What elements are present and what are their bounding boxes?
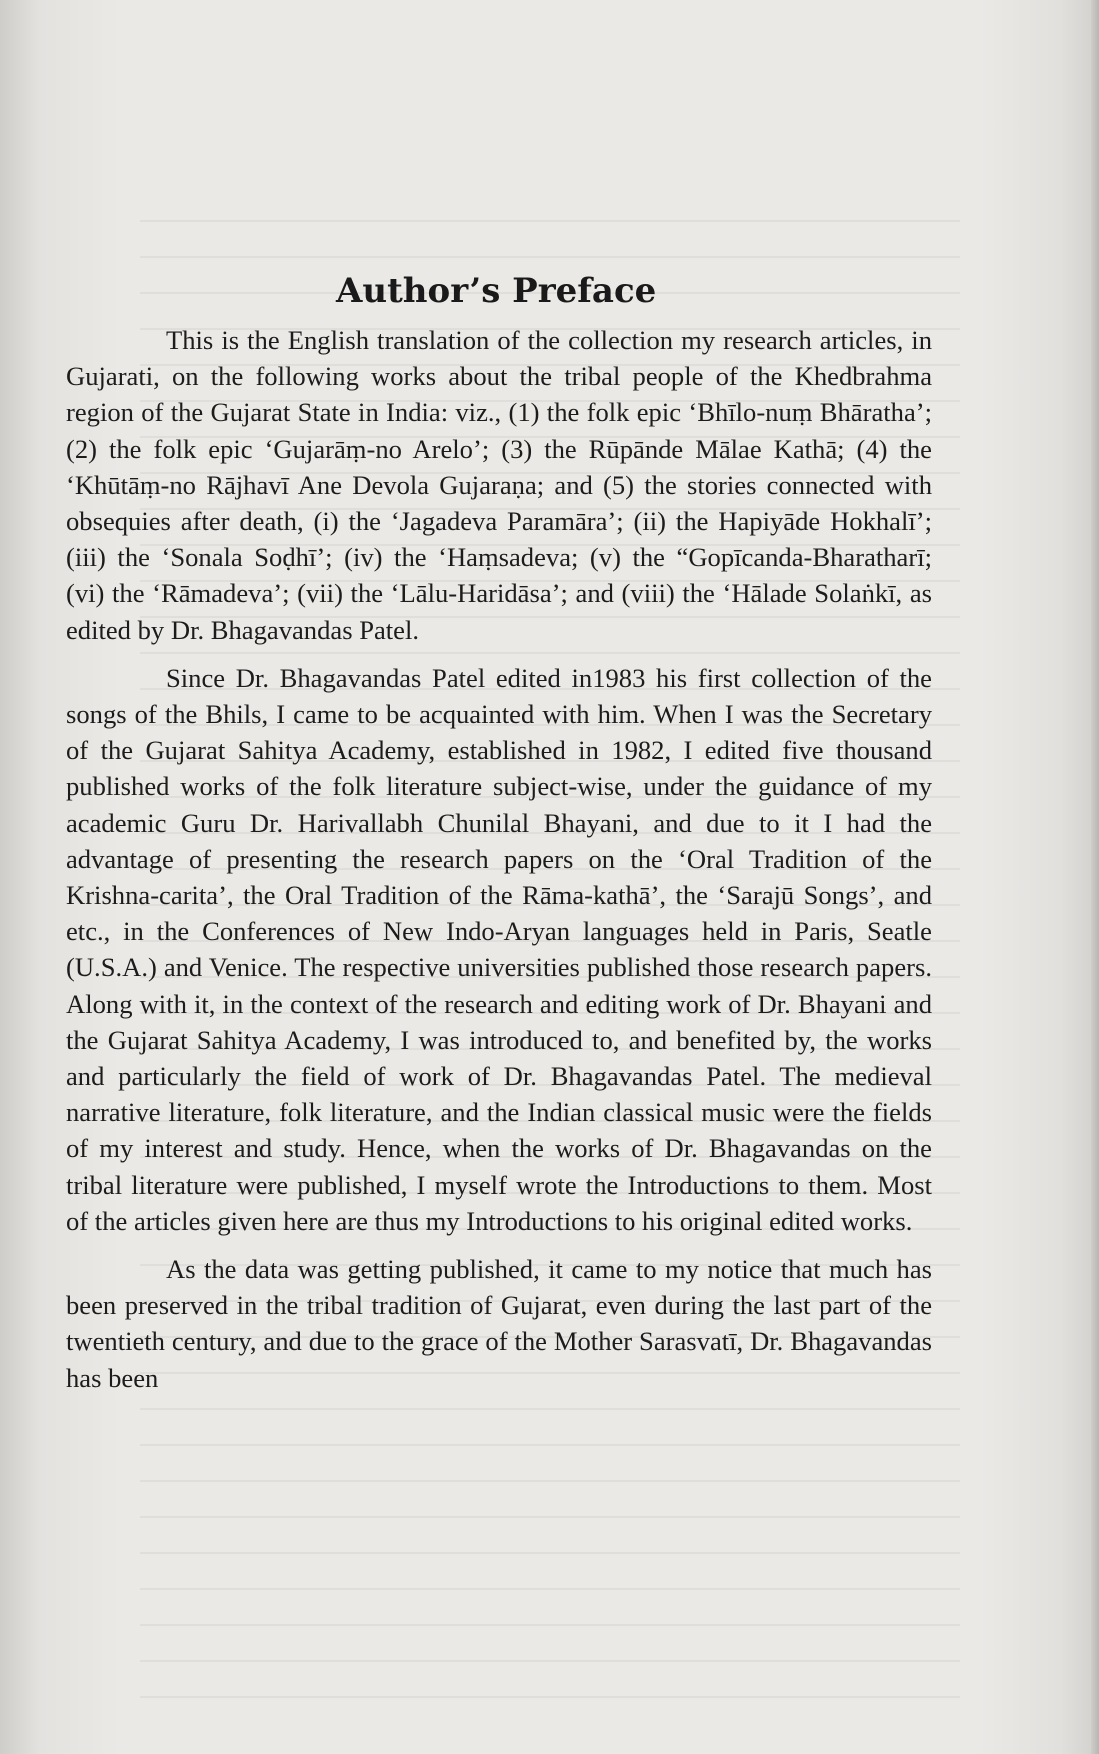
page-title: Author’s Preface <box>336 270 657 311</box>
paragraph-3: As the data was getting published, it came to my notice that much has been preserved in the tribal tradition of Gujarat, even during the last part of the twentieth century, and due to the grace of the Mother Sarasvatī, Dr. Bhagavandas has been <box>66 1254 932 1393</box>
paragraph-2: Since Dr. Bhagavandas Patel edited in1983 his first collection of the songs of the Bhils, I came to be acquainted with him. When I was the Secretary of the Gujarat Sahitya Academy, established in 1982, I edited five thousand published works of the folk literature subject-wise, under the guidance of my academic Guru Dr. Harivallabh Chunilal Bhayani, and due to it I had the advantage of presenting the research papers on the ‘Oral Tradition of the Krishna-carita’, the Oral Tradition of the Rāma-kathā’, the ‘Sarajū Songs’, and etc., in the Conferences of New Indo-Aryan languages held in Paris, Seatle (U.S.A.) and Venice. The respective universities published those research papers. Along with it, in the context of the research and editing work of Dr. Bhayani and the Gujarat Sahitya Academy, I was introduced to, and benefited by, the works and particularly the field of work of Dr. Bhagavandas Patel. The medieval narrative literature, folk literature, and the Indian classical music were the fields of my interest and study. Hence, when the works of Dr. Bhagavandas on the tribal literature were published, I myself wrote the Introductions to them. Most of the articles given here are thus my Introductions to his original edited works. <box>66 662 932 1236</box>
preface-body <box>66 322 932 1408</box>
page-edge-shadow <box>1091 0 1099 1754</box>
paragraph-1: This is the English translation of the collection my research articles, in Gujarati, on the following works about the tribal people of the Khedbrahma region of the Gujarat State in India: viz., (1) the folk epic ‘Bhīlo-nuṃ Bhāratha’;(2) the folk epic ‘Gujarāṃ-no Arelo’; (3) the Rūpānde Mālae Kathā; (4) the ‘Khūtāṃ-no Rājhavī Ane Devola Gujaraṇa; and (5) the stories connected with obsequies after death, (i) the ‘Jagadeva Paramāra’; (ii) the Hapiyāde Hokhalī’; (iii) the ‘Sonala Soḍhī’; (iv) the ‘Haṃsadeva; (v) the “Gopīcanda-Bharatharī; (vi) the ‘Rāmadeva’; (vii) the ‘Lālu-Haridāsa’; and (viii) the ‘Hālade Solaṅkī, as edited by Dr. Bhagavandas Patel. <box>66 325 932 645</box>
